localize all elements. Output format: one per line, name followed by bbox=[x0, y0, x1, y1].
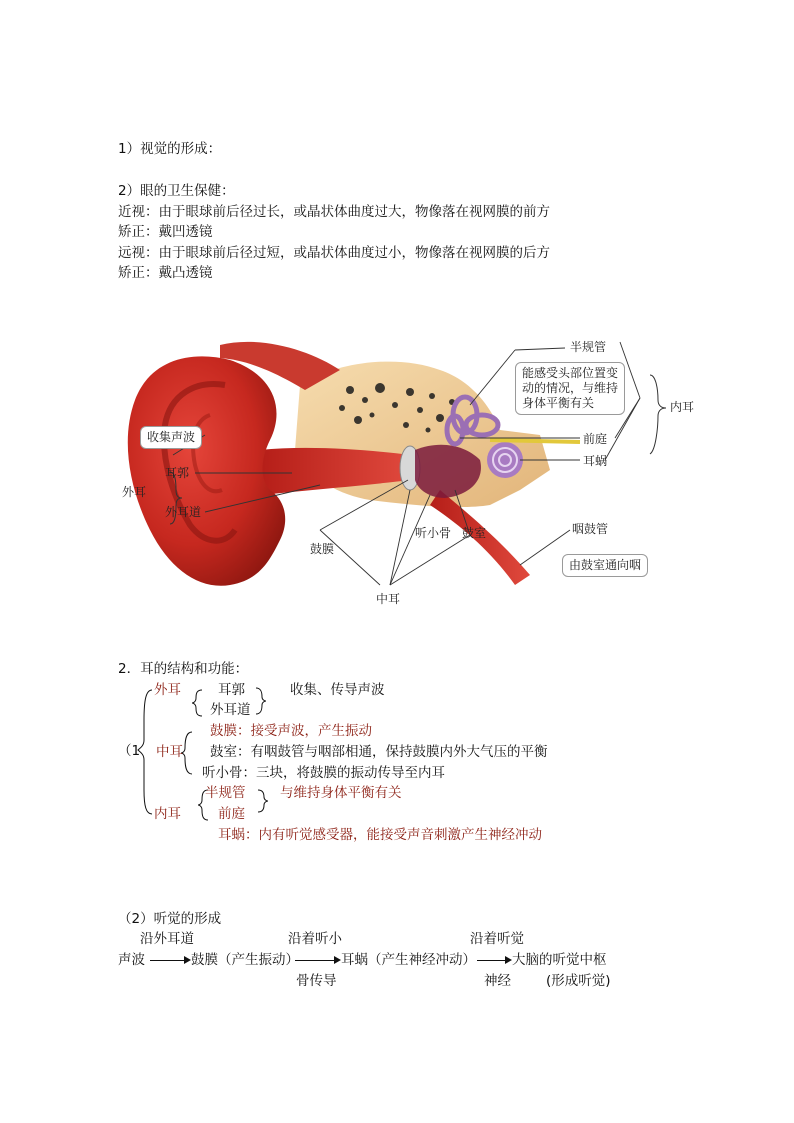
outline-inner-ear: 内耳 bbox=[154, 806, 181, 822]
eustachian-function-box: 由鼓室通向咽 bbox=[562, 554, 648, 577]
label-outer-ear: 外耳 bbox=[122, 485, 147, 499]
flow-auditory-center: 大脑的听觉中枢 bbox=[512, 952, 607, 968]
label-tympanic-cavity: 鼓室 bbox=[462, 526, 487, 540]
flow-eardrum: 鼓膜（产生振动） bbox=[191, 952, 299, 968]
label-inner-ear: 内耳 bbox=[670, 400, 695, 414]
label-vestibule: 前庭 bbox=[583, 432, 608, 446]
collect-sound-box: 收集声波 bbox=[140, 426, 202, 449]
flow-above-canal: 沿外耳道 bbox=[140, 931, 194, 947]
hearing-heading: （2）听觉的形成 bbox=[118, 911, 222, 927]
flow-arrow-2-head bbox=[334, 956, 341, 964]
sense-box-line-3: 身体平衡有关 bbox=[522, 396, 595, 410]
flow-below-nerve: 神经 bbox=[484, 973, 511, 989]
flow-arrow-3-line bbox=[477, 960, 507, 961]
label-eustachian-tube: 咽鼓管 bbox=[572, 522, 609, 536]
outline-vestibule: 前庭 bbox=[218, 806, 245, 822]
ear-structure-heading: 2．耳的结构和功能： bbox=[118, 661, 249, 677]
label-semicircular-canals: 半规管 bbox=[570, 340, 607, 354]
flow-sound-wave: 声波 bbox=[118, 952, 145, 968]
flow-above-nerve: 沿着听觉 bbox=[470, 931, 524, 947]
label-cochlea: 耳蜗 bbox=[583, 454, 608, 468]
myopia-text: 近视：由于眼球前后径过长，或晶状体曲度过大，物像落在视网膜的前方 bbox=[118, 204, 550, 220]
flow-arrow-3-head bbox=[505, 956, 512, 964]
hyperopia-text: 远视：由于眼球前后径过短，或晶状体曲度过小，物像落在视网膜的后方 bbox=[118, 245, 550, 261]
outline-balance: 与维持身体平衡有关 bbox=[280, 785, 402, 801]
hyperopia-correction: 矫正：戴凸透镜 bbox=[118, 265, 213, 281]
outline-outer-function: 收集、传导声波 bbox=[290, 682, 385, 698]
flow-cochlea: 耳蜗（产生神经冲动） bbox=[341, 952, 476, 968]
outline-cavity: 鼓室：有咽鼓管与咽部相通，保持鼓膜内外大气压的平衡 bbox=[210, 744, 548, 760]
flow-arrow-1-head bbox=[184, 956, 191, 964]
sense-box-line-2: 动的情况，与维持 bbox=[522, 381, 619, 395]
outline-cochlea: 耳蜗：内有听觉感受器，能接受声音刺激产生神经冲动 bbox=[218, 827, 542, 843]
eye-hygiene-heading: 2）眼的卫生保健： bbox=[118, 183, 235, 199]
flow-above-ossicles: 沿着听小 bbox=[288, 931, 342, 947]
flow-arrow-2-line bbox=[295, 960, 335, 961]
outline-outer-ear: 外耳 bbox=[154, 682, 181, 698]
sense-box-line-1: 能感受头部位置变 bbox=[522, 366, 619, 380]
outline-ossicles: 听小骨：三块，将鼓膜的振动传导至内耳 bbox=[202, 765, 445, 781]
outline-eardrum: 鼓膜：接受声波，产生振动 bbox=[210, 723, 372, 739]
label-ear-canal: 外耳道 bbox=[165, 505, 202, 519]
label-pinna: 耳郭 bbox=[165, 466, 190, 480]
vision-formation-heading: 1）视觉的形成： bbox=[118, 141, 222, 157]
flow-arrow-1-line bbox=[150, 960, 186, 961]
outline-semicircular: 半规管 bbox=[205, 785, 246, 801]
myopia-correction: 矫正：戴凹透镜 bbox=[118, 224, 213, 240]
outline-ear-canal: 外耳道 bbox=[210, 702, 251, 718]
label-middle-ear: 中耳 bbox=[376, 592, 401, 606]
label-eardrum: 鼓膜 bbox=[310, 542, 335, 556]
outline-middle-ear: 中耳 bbox=[156, 744, 183, 760]
label-ossicles: 听小骨 bbox=[415, 526, 452, 540]
outline-prefix: （1 bbox=[118, 743, 141, 759]
flow-below-bone: 骨传导 bbox=[296, 973, 337, 989]
flow-below-result: (形成听觉) bbox=[546, 973, 611, 989]
outline-pinna: 耳郭 bbox=[218, 682, 245, 698]
